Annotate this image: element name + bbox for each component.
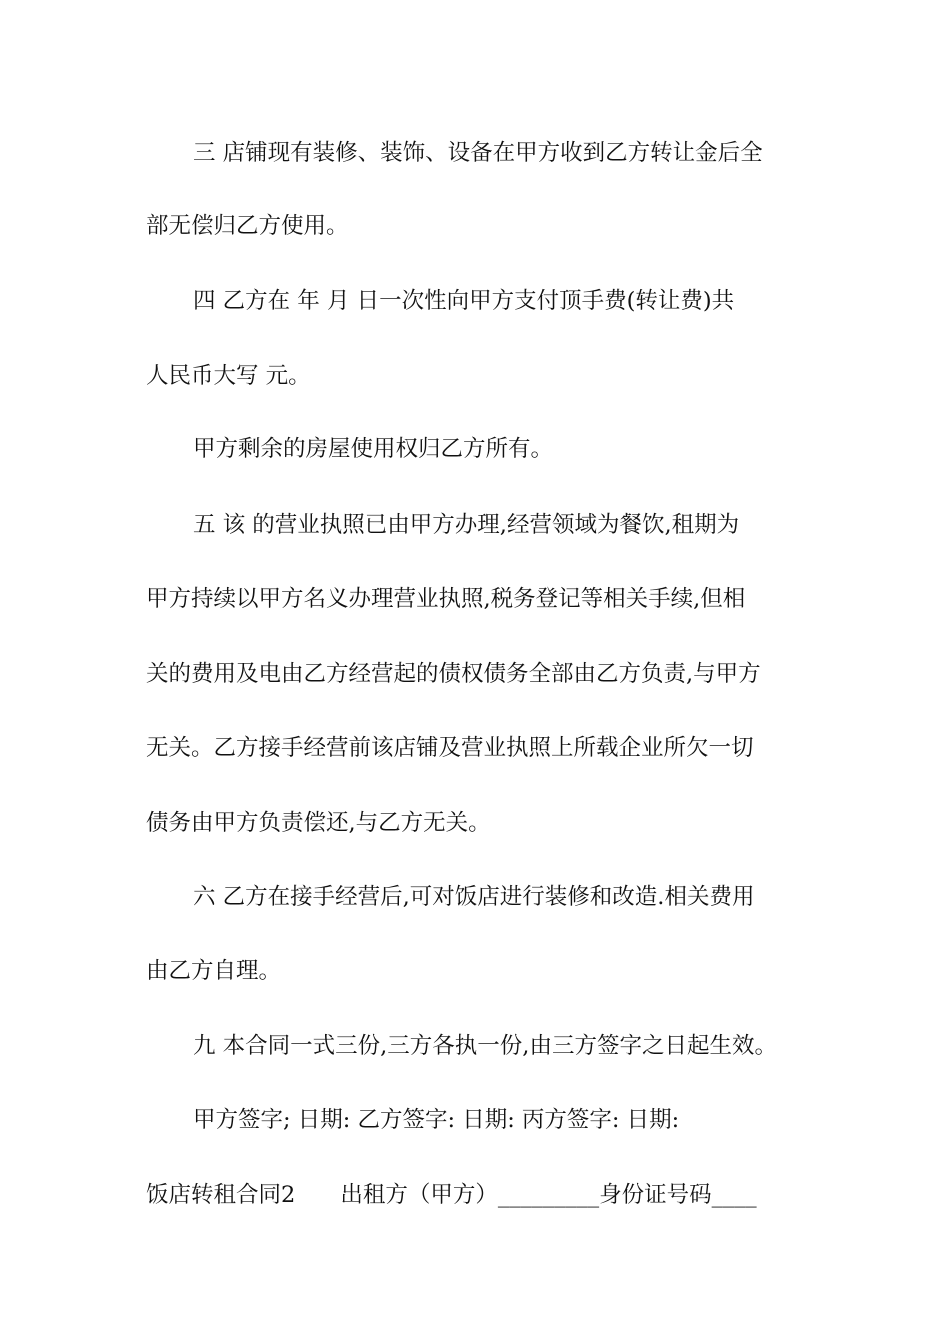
text-line: 无关。乙方接手经营前该店铺及营业执照上所载企业所欠一切 bbox=[146, 735, 754, 761]
signature-line: 甲方签字; 日期: 乙方签字: 日期: 丙方签字: 日期: bbox=[193, 1107, 680, 1133]
text-line: 债务由甲方负责偿还,与乙方无关。 bbox=[146, 810, 491, 836]
text-line: 甲方持续以甲方名义办理营业执照,税务登记等相关手续,但相 bbox=[146, 586, 746, 612]
text-line: 五 该 的营业执照已由甲方办理,经营领域为餐饮,租期为 bbox=[193, 512, 740, 538]
text-line: 人民币大写 元。 bbox=[146, 363, 311, 389]
text-line: 九 本合同一式三份,三方各执一份,由三方签字之日起生效。 bbox=[193, 1033, 777, 1059]
text-line: 由乙方自理。 bbox=[146, 958, 282, 984]
next-contract-header: 饭店转租合同2 出租方（甲方）_________身份证号码____ bbox=[146, 1182, 757, 1208]
text-line: 关的费用及电由乙方经营起的债权债务全部由乙方负责,与甲方 bbox=[146, 661, 761, 687]
text-line: 三 店铺现有装修、装饰、设备在甲方收到乙方转让金后全 bbox=[193, 140, 763, 166]
text-line: 六 乙方在接手经营后,可对饭店进行装修和改造.相关费用 bbox=[193, 884, 755, 910]
text-line: 甲方剩余的房屋使用权归乙方所有。 bbox=[193, 436, 554, 462]
text-line: 部无偿归乙方使用。 bbox=[146, 213, 349, 239]
text-line: 四 乙方在 年 月 日一次性向甲方支付顶手费(转让费)共 bbox=[193, 288, 735, 314]
